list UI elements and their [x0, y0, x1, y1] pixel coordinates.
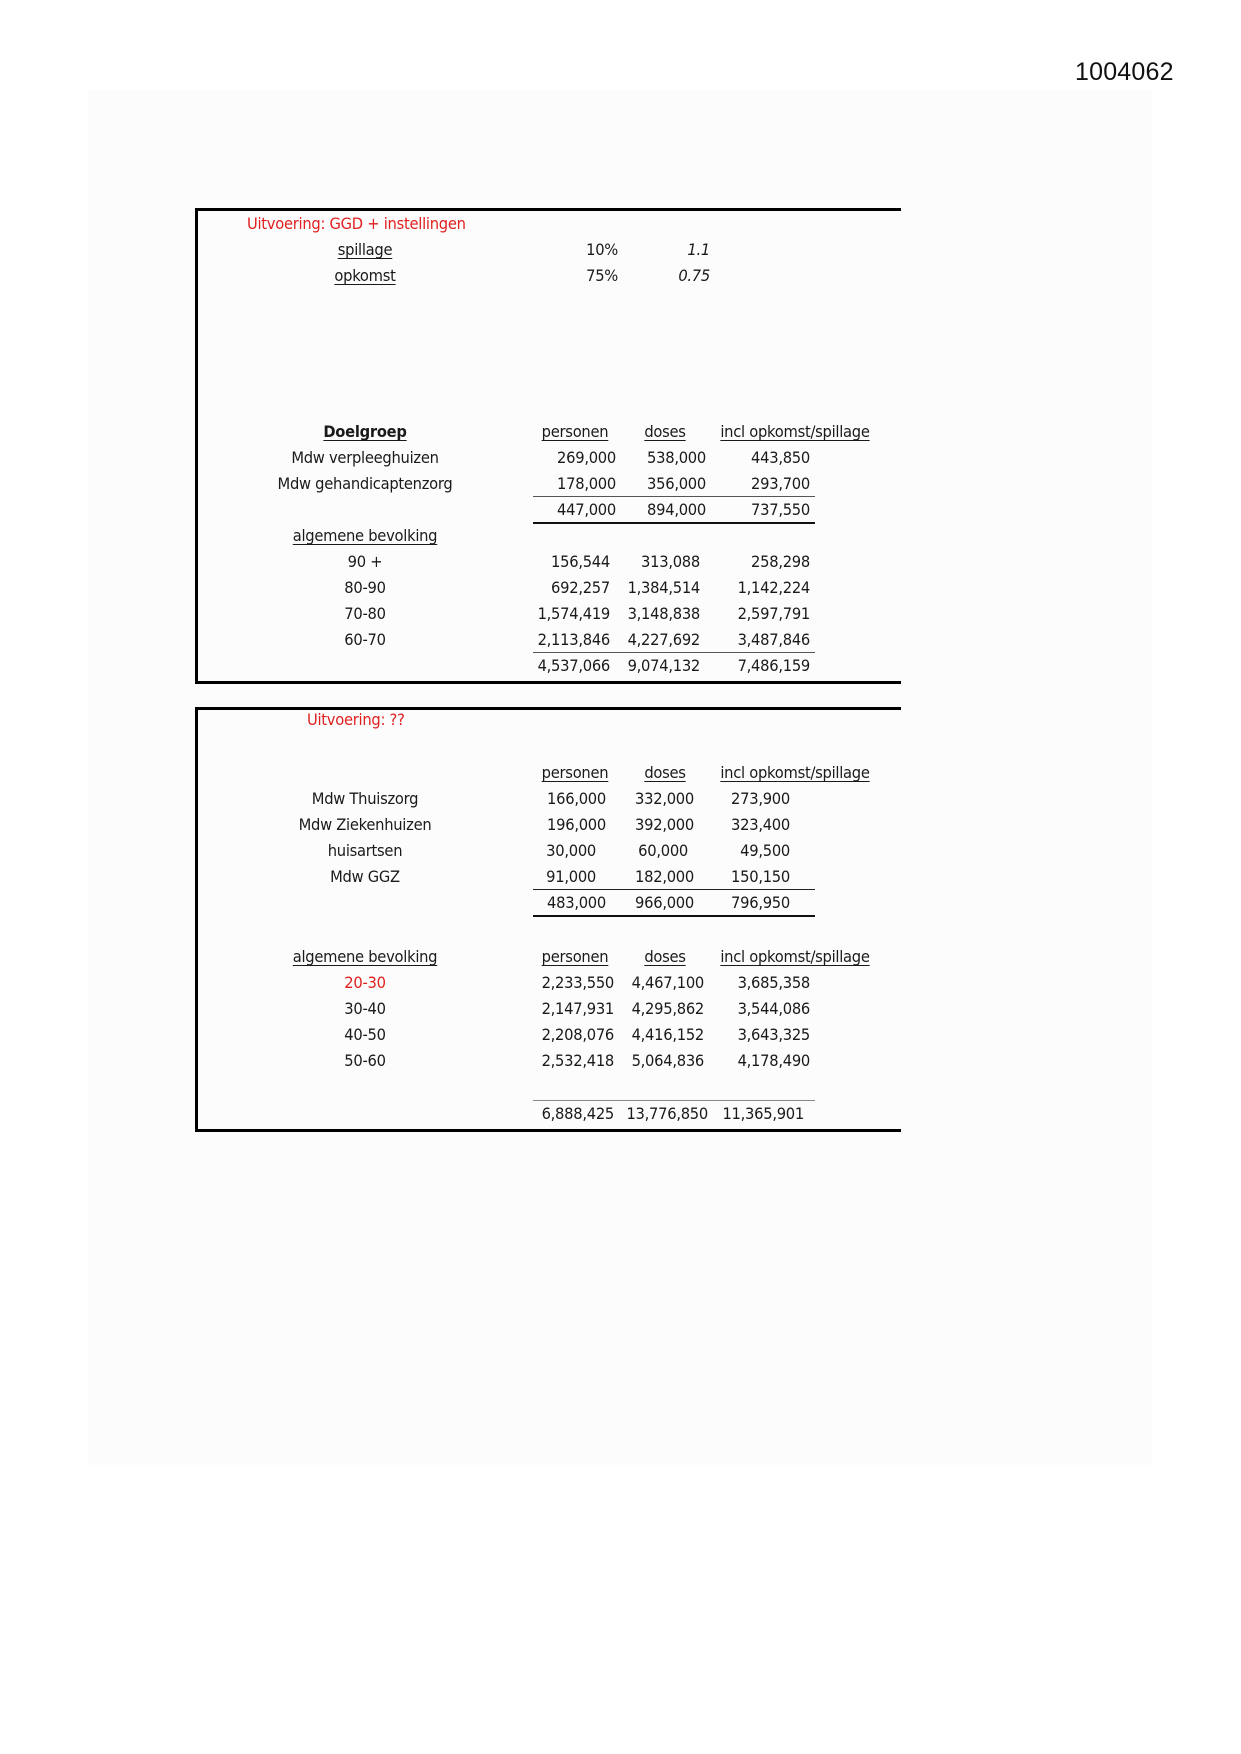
cell-doses: 60,000 — [638, 841, 688, 860]
cell-incl: 3,544,086 — [737, 999, 810, 1018]
cell-personen: 269,000 — [557, 448, 616, 467]
cell-incl: 3,685,358 — [737, 973, 810, 992]
cell-incl: 323,400 — [731, 815, 790, 834]
cell-incl: 3,643,325 — [737, 1025, 810, 1044]
pop-label: algemene bevolking — [292, 947, 438, 966]
subtotal-divider — [533, 889, 815, 890]
cell-personen: 196,000 — [547, 815, 606, 834]
section1-title: Uitvoering: GGD + instellingen — [247, 214, 466, 233]
cell-doses: 4,227,692 — [627, 630, 700, 649]
cell-incl: 2,597,791 — [737, 604, 810, 623]
cell-doses: 356,000 — [647, 474, 706, 493]
total-incl: 796,950 — [731, 893, 790, 912]
row-label: 90 + — [347, 552, 383, 571]
cell-personen: 1,574,419 — [537, 604, 610, 623]
total-doses: 13,776,850 — [626, 1104, 708, 1123]
total-incl: 7,486,159 — [737, 656, 810, 675]
header-incl: incl opkomst/spillage — [720, 763, 870, 782]
row-label: 60-70 — [344, 630, 386, 649]
cell-doses: 5,064,836 — [631, 1051, 704, 1070]
cell-doses: 1,384,514 — [627, 578, 700, 597]
cell-incl: 293,700 — [751, 474, 810, 493]
cell-personen: 166,000 — [547, 789, 606, 808]
param-factor-spillage: 1.1 — [687, 240, 710, 259]
cell-personen: 156,544 — [551, 552, 610, 571]
header-incl: incl opkomst/spillage — [720, 422, 870, 441]
subtotal-divider — [533, 652, 815, 653]
row-label: Mdw gehandicaptenzorg — [277, 474, 453, 493]
total-doses: 894,000 — [647, 500, 706, 519]
cell-incl: 3,487,846 — [737, 630, 810, 649]
cell-personen: 2,233,550 — [541, 973, 614, 992]
total-divider — [533, 522, 815, 524]
total-doses: 9,074,132 — [627, 656, 700, 675]
cell-personen: 692,257 — [551, 578, 610, 597]
row-label: 50-60 — [344, 1051, 386, 1070]
row-label: 30-40 — [344, 999, 386, 1018]
cell-doses: 332,000 — [635, 789, 694, 808]
cell-incl: 1,142,224 — [737, 578, 810, 597]
total-personen: 483,000 — [547, 893, 606, 912]
row-label: Mdw GGZ — [330, 867, 400, 886]
total-personen: 447,000 — [557, 500, 616, 519]
row-label: 70-80 — [344, 604, 386, 623]
cell-personen: 91,000 — [546, 867, 596, 886]
subtotal-divider — [533, 1100, 815, 1101]
header-doelgroep: Doelgroep — [323, 422, 407, 441]
cell-personen: 178,000 — [557, 474, 616, 493]
cell-doses: 182,000 — [635, 867, 694, 886]
total-divider — [533, 915, 815, 917]
param-pct-spillage: 10% — [586, 240, 618, 259]
header-personen: personen — [541, 422, 609, 441]
row-label: Mdw Ziekenhuizen — [298, 815, 432, 834]
row-label: Mdw verpleeghuizen — [291, 448, 439, 467]
param-pct-opkomst: 75% — [586, 266, 618, 285]
cell-doses: 4,295,862 — [631, 999, 704, 1018]
param-label-spillage: spillage — [337, 240, 393, 259]
cell-doses: 3,148,838 — [627, 604, 700, 623]
header-incl: incl opkomst/spillage — [720, 947, 870, 966]
cell-incl: 49,500 — [740, 841, 790, 860]
param-label-opkomst: opkomst — [334, 266, 396, 285]
total-incl: 737,550 — [751, 500, 810, 519]
total-doses: 966,000 — [635, 893, 694, 912]
header-personen: personen — [541, 947, 609, 966]
row-label: Mdw Thuiszorg — [311, 789, 419, 808]
cell-incl: 443,850 — [751, 448, 810, 467]
cell-personen: 30,000 — [546, 841, 596, 860]
cell-personen: 2,532,418 — [541, 1051, 614, 1070]
total-incl: 11,365,901 — [722, 1104, 804, 1123]
cell-personen: 2,147,931 — [541, 999, 614, 1018]
header-doses: doses — [644, 763, 686, 782]
total-personen: 4,537,066 — [537, 656, 610, 675]
header-doses: doses — [644, 947, 686, 966]
cell-incl: 150,150 — [731, 867, 790, 886]
row-label-highlighted: 20-30 — [344, 973, 386, 992]
cell-doses: 392,000 — [635, 815, 694, 834]
cell-doses: 4,467,100 — [631, 973, 704, 992]
header-doses: doses — [644, 422, 686, 441]
header-personen: personen — [541, 763, 609, 782]
cell-incl: 258,298 — [751, 552, 810, 571]
cell-incl: 273,900 — [731, 789, 790, 808]
section2-title: Uitvoering: ?? — [307, 710, 405, 729]
row-label: 40-50 — [344, 1025, 386, 1044]
subtotal-divider — [533, 496, 815, 497]
row-label: 80-90 — [344, 578, 386, 597]
cell-incl: 4,178,490 — [737, 1051, 810, 1070]
cell-personen: 2,208,076 — [541, 1025, 614, 1044]
cell-doses: 4,416,152 — [631, 1025, 704, 1044]
cell-personen: 2,113,846 — [537, 630, 610, 649]
total-personen: 6,888,425 — [541, 1104, 614, 1123]
pop-label: algemene bevolking — [292, 526, 438, 545]
document-id: 1004062 — [1075, 58, 1174, 86]
param-factor-opkomst: 0.75 — [678, 266, 710, 285]
row-label: huisartsen — [327, 841, 403, 860]
cell-doses: 538,000 — [647, 448, 706, 467]
cell-doses: 313,088 — [641, 552, 700, 571]
